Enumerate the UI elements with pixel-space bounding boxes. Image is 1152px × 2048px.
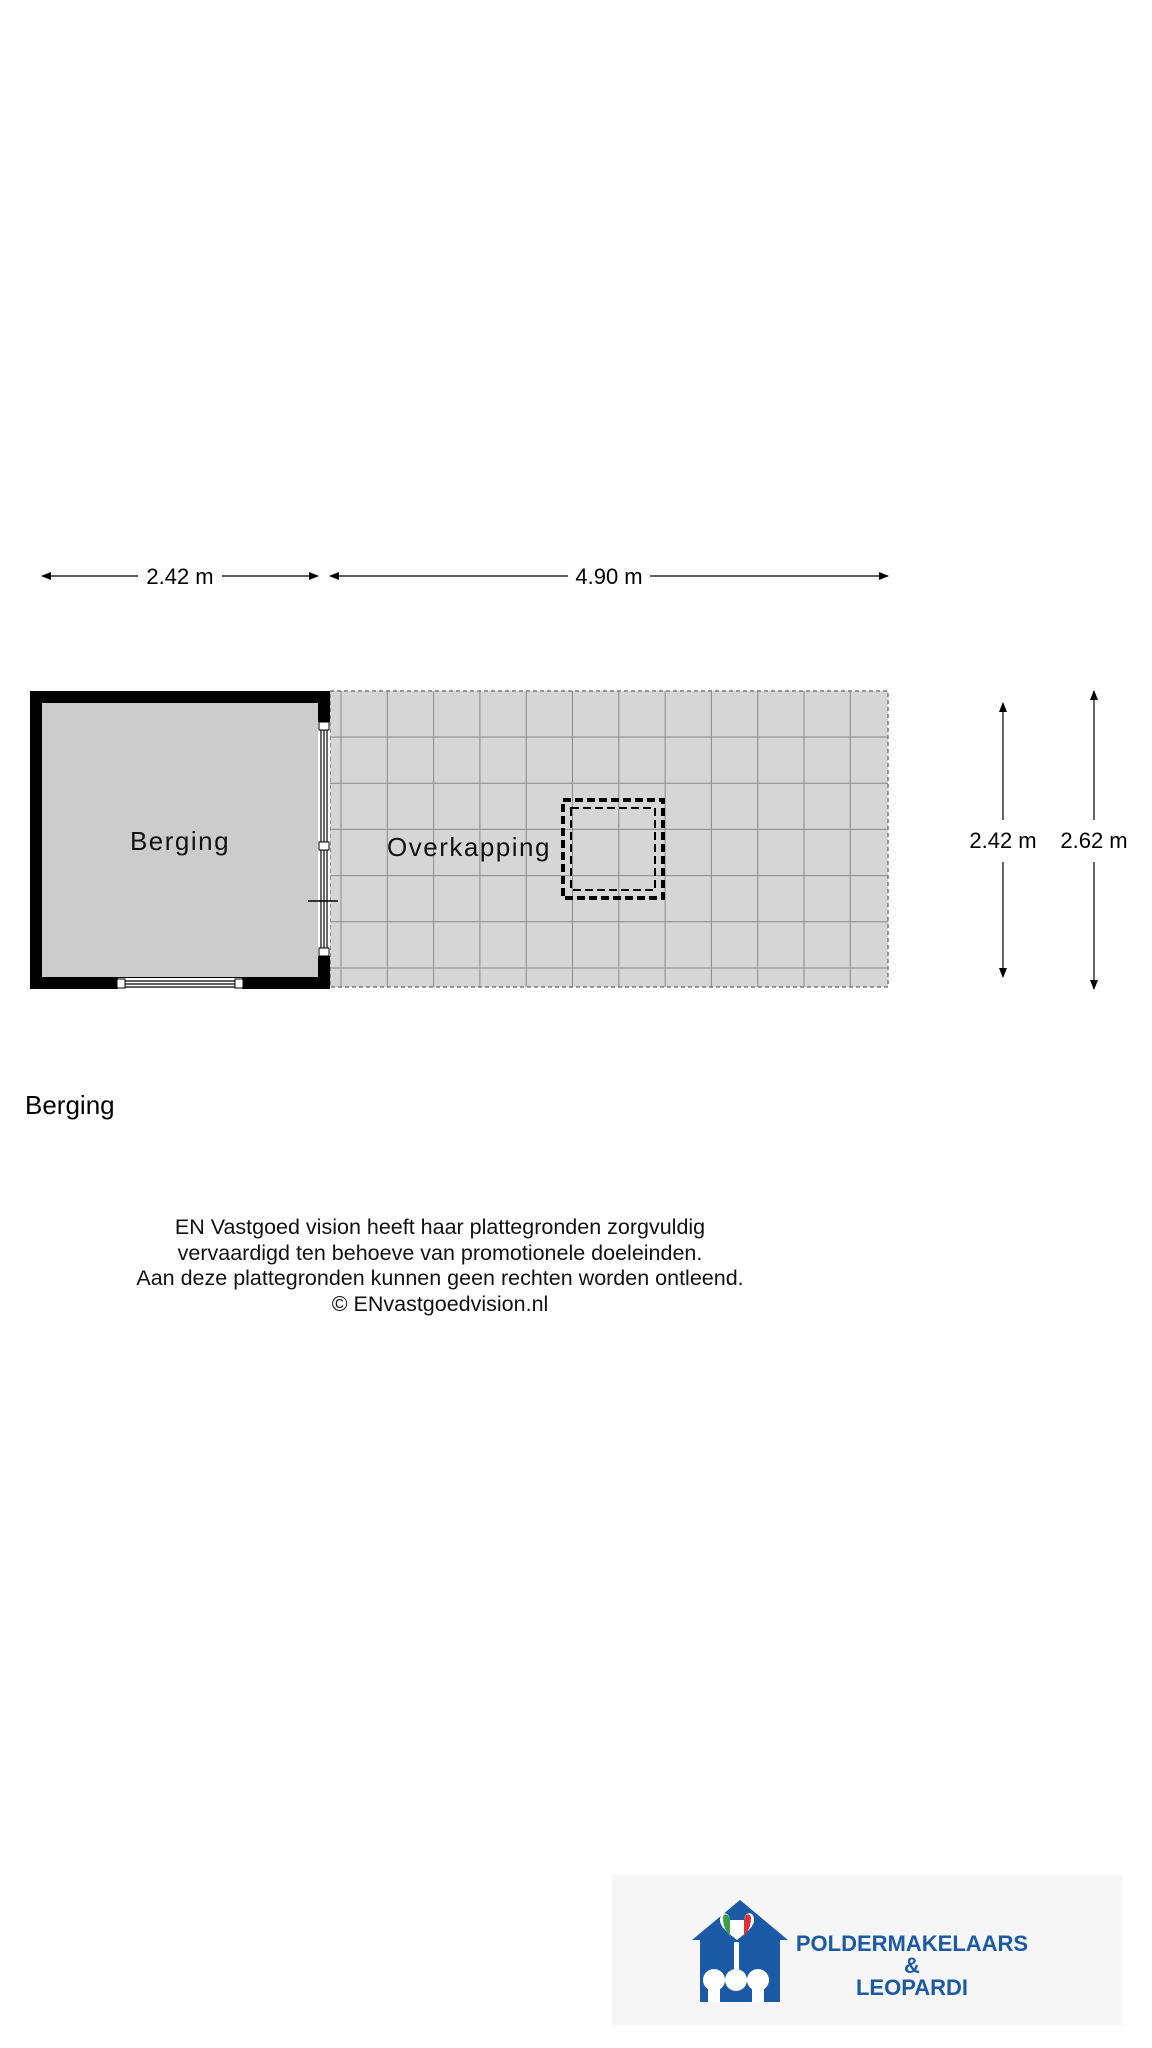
house-logo-icon xyxy=(690,1896,790,2006)
dimension-label-depth-outer: 2.62 m xyxy=(1060,828,1128,853)
dimension-depth-inner xyxy=(969,703,1036,977)
disclaimer-line: Aan deze plattegronden kunnen geen rechten worden ontleend. xyxy=(136,1266,744,1290)
brand-logo-text xyxy=(787,1933,1037,1999)
brand-name-line: & xyxy=(904,1953,920,1978)
room-label-berging: Berging xyxy=(129,826,231,856)
disclaimer-line: © ENvastgoedvision.nl xyxy=(331,1291,549,1316)
brand-name-line: LEOPARDI xyxy=(855,1975,969,2000)
dimension-depth-outer xyxy=(1060,691,1127,989)
dimension-width-berging xyxy=(42,564,318,589)
disclaimer-text xyxy=(80,1215,800,1317)
dimension-label-berging-width: 2.42 m xyxy=(146,564,214,589)
floor-name-label: Berging xyxy=(25,1090,115,1120)
window-bottom-wall xyxy=(117,978,243,989)
disclaimer-line: vervaardigd ten behoeve van promotionele doeleinden. xyxy=(177,1240,703,1265)
disclaimer-line: EN Vastgoed vision heeft haar plattegronden zorgvuldig xyxy=(174,1215,706,1239)
dimension-label-overkapping-width: 4.90 m xyxy=(575,564,643,589)
dimension-label-depth-inner: 2.42 m xyxy=(969,828,1037,853)
dimension-width-overkapping xyxy=(330,564,888,589)
brand-name-line: POLDERMAKELAARS xyxy=(795,1931,1029,1956)
room-label-overkapping: Overkapping xyxy=(387,832,551,862)
